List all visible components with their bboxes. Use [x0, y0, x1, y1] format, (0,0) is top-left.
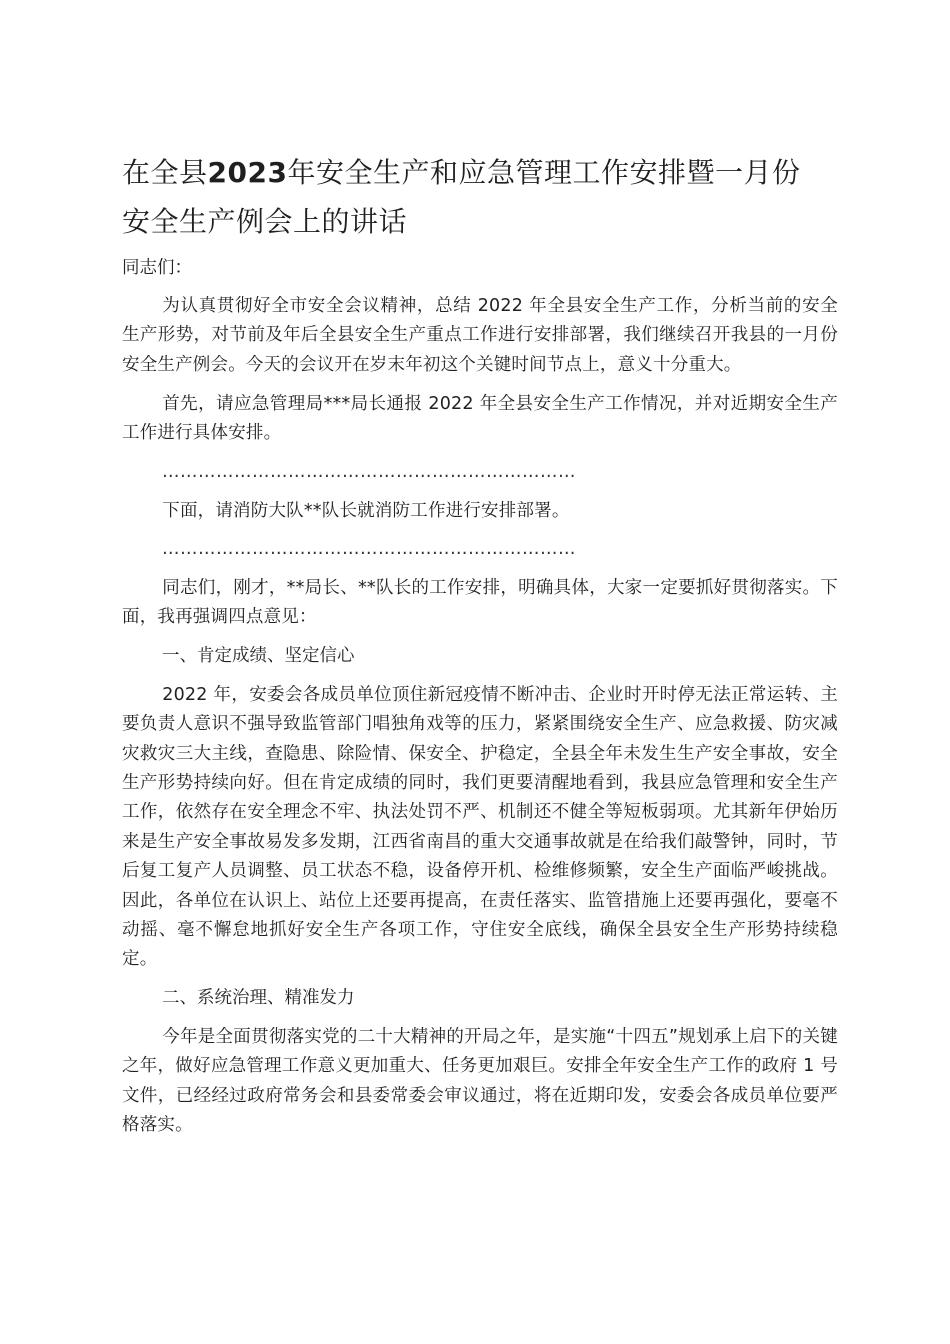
paragraph-systematic-governance: 今年是全面贯彻落实党的二十大精神的开局之年，是实施“十四五”规划承上启下的关键之年，做好应急管理工作意义更加重大、任务更加艰巨。安排全年安全生产工作的政府 1 号文件，已经经过政府常务会和县委常委会审议通过，将在近期印发，安委会各成员单位要严格落实。 [122, 1026, 838, 1136]
title-suffix: 年安全生产和应急管理工作安排暨一月份 [287, 156, 801, 189]
title-line2: 安全生产例会上的讲话 [122, 205, 408, 238]
paragraph-intro: 为认真贯彻好全市安全会议精神，总结 2022 年全县安全生产工作，分析当前的安全生产形势，对节前及年后全县安全生产重点工作进行安排部署，我们继续召开我县的一月份安全生产例会。今天的会议开在岁末年初这个关键时间节点上，意义十分重大。 [122, 296, 838, 375]
paragraph-achievements: 2022 年，安委会各成员单位顶住新冠疫情不断冲击、企业时开时停无法正常运转、主要负责人意识不强导致监管部门唱独角戏等的压力，紧紧围绕安全生产、应急救援、防灾减灾救灾三大主线，查隐患、除险情、保安全、护稳定，全县全年未发生生产安全事故，安全生产形势持续向好。但在肯定成绩的同时，我们更要清醒地看到，我县应急管理和安全生产工作，依然存在安全理念不牢、执法处罚不严、机制还不健全等短板弱项。尤其新年伊始历来是生产安全事故易发多发期，江西省南昌的重大交通事故就是在给我们敲警钟，同时，节后复工复产人员调整、员工状态不稳，设备停开机、检维修频繁，安全生产面临严峻挑战。因此，各单位在认识上、站位上还要再提高，在责任落实、监管措施上还要再强化，要毫不动摇、毫不懈怠地抓好安全生产各项工作，守住安全底线，确保全县安全生产形势持续稳定。 [122, 684, 838, 970]
title-year: 2023 [207, 156, 288, 189]
paragraph-fire-brigade: 下面，请消防大队**队长就消防工作进行安排部署。 [162, 500, 570, 521]
paragraph-four-points: 同志们，刚才，**局长、**队长的工作安排，明确具体，大家一定要抓好贯彻落实。下面，我再强调四点意见： [122, 577, 838, 628]
ellipsis-separator: …………………………………………………………… [162, 539, 576, 560]
document-page [122, 148, 838, 1150]
section-heading-2: 二、系统治理、精准发力 [162, 988, 355, 1009]
document-title [122, 148, 838, 246]
ellipsis-separator: …………………………………………………………… [162, 462, 576, 483]
paragraph-first-report: 首先，请应急管理局***局长通报 2022 年全县安全生产工作情况，并对近期安全生产工作进行具体安排。 [122, 393, 838, 444]
section-heading-1: 一、肯定成绩、坚定信心 [162, 646, 355, 667]
title-prefix: 在全县 [122, 156, 208, 189]
salutation: 同志们： [122, 258, 192, 278]
